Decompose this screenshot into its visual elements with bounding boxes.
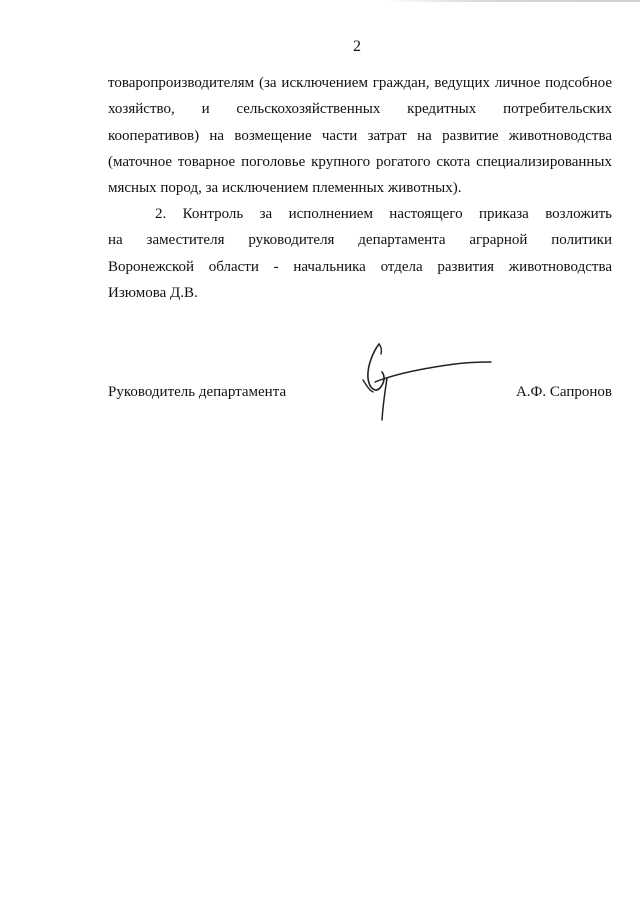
text-line: Воронежской области - начальника отдела развития животноводства <box>108 258 612 275</box>
text-line: товаропроизводителям (за исключением граждан, ведущих личное подсобное <box>108 75 612 91</box>
text-line: на заместителя руководителя департамента аграрной политики <box>108 232 612 249</box>
text-line: (маточное товарное поголовье крупного рогатого скота специализированных <box>108 153 612 170</box>
paragraph-item-2 <box>108 201 612 306</box>
text-line: Изюмова Д.В. <box>108 284 198 301</box>
text-line: хозяйство, и сельскохозяйственных кредитных потребительских <box>108 101 612 118</box>
text-line: кооперативов) на возмещение части затрат на развитие животноводства <box>108 127 612 144</box>
handwritten-signature <box>355 338 495 428</box>
page-top-edge <box>0 0 640 2</box>
text-line: мясных пород, за исключением племенных животных). <box>108 180 462 197</box>
signatory-name: А.Ф. Сапронов <box>515 384 612 400</box>
text-line: 2. Контроль за исполнением настоящего приказа возложить <box>155 206 612 222</box>
page-number: 2 <box>353 38 361 55</box>
paragraph-continuation <box>108 70 612 201</box>
signatory-position: Руководитель департамента <box>108 384 287 400</box>
